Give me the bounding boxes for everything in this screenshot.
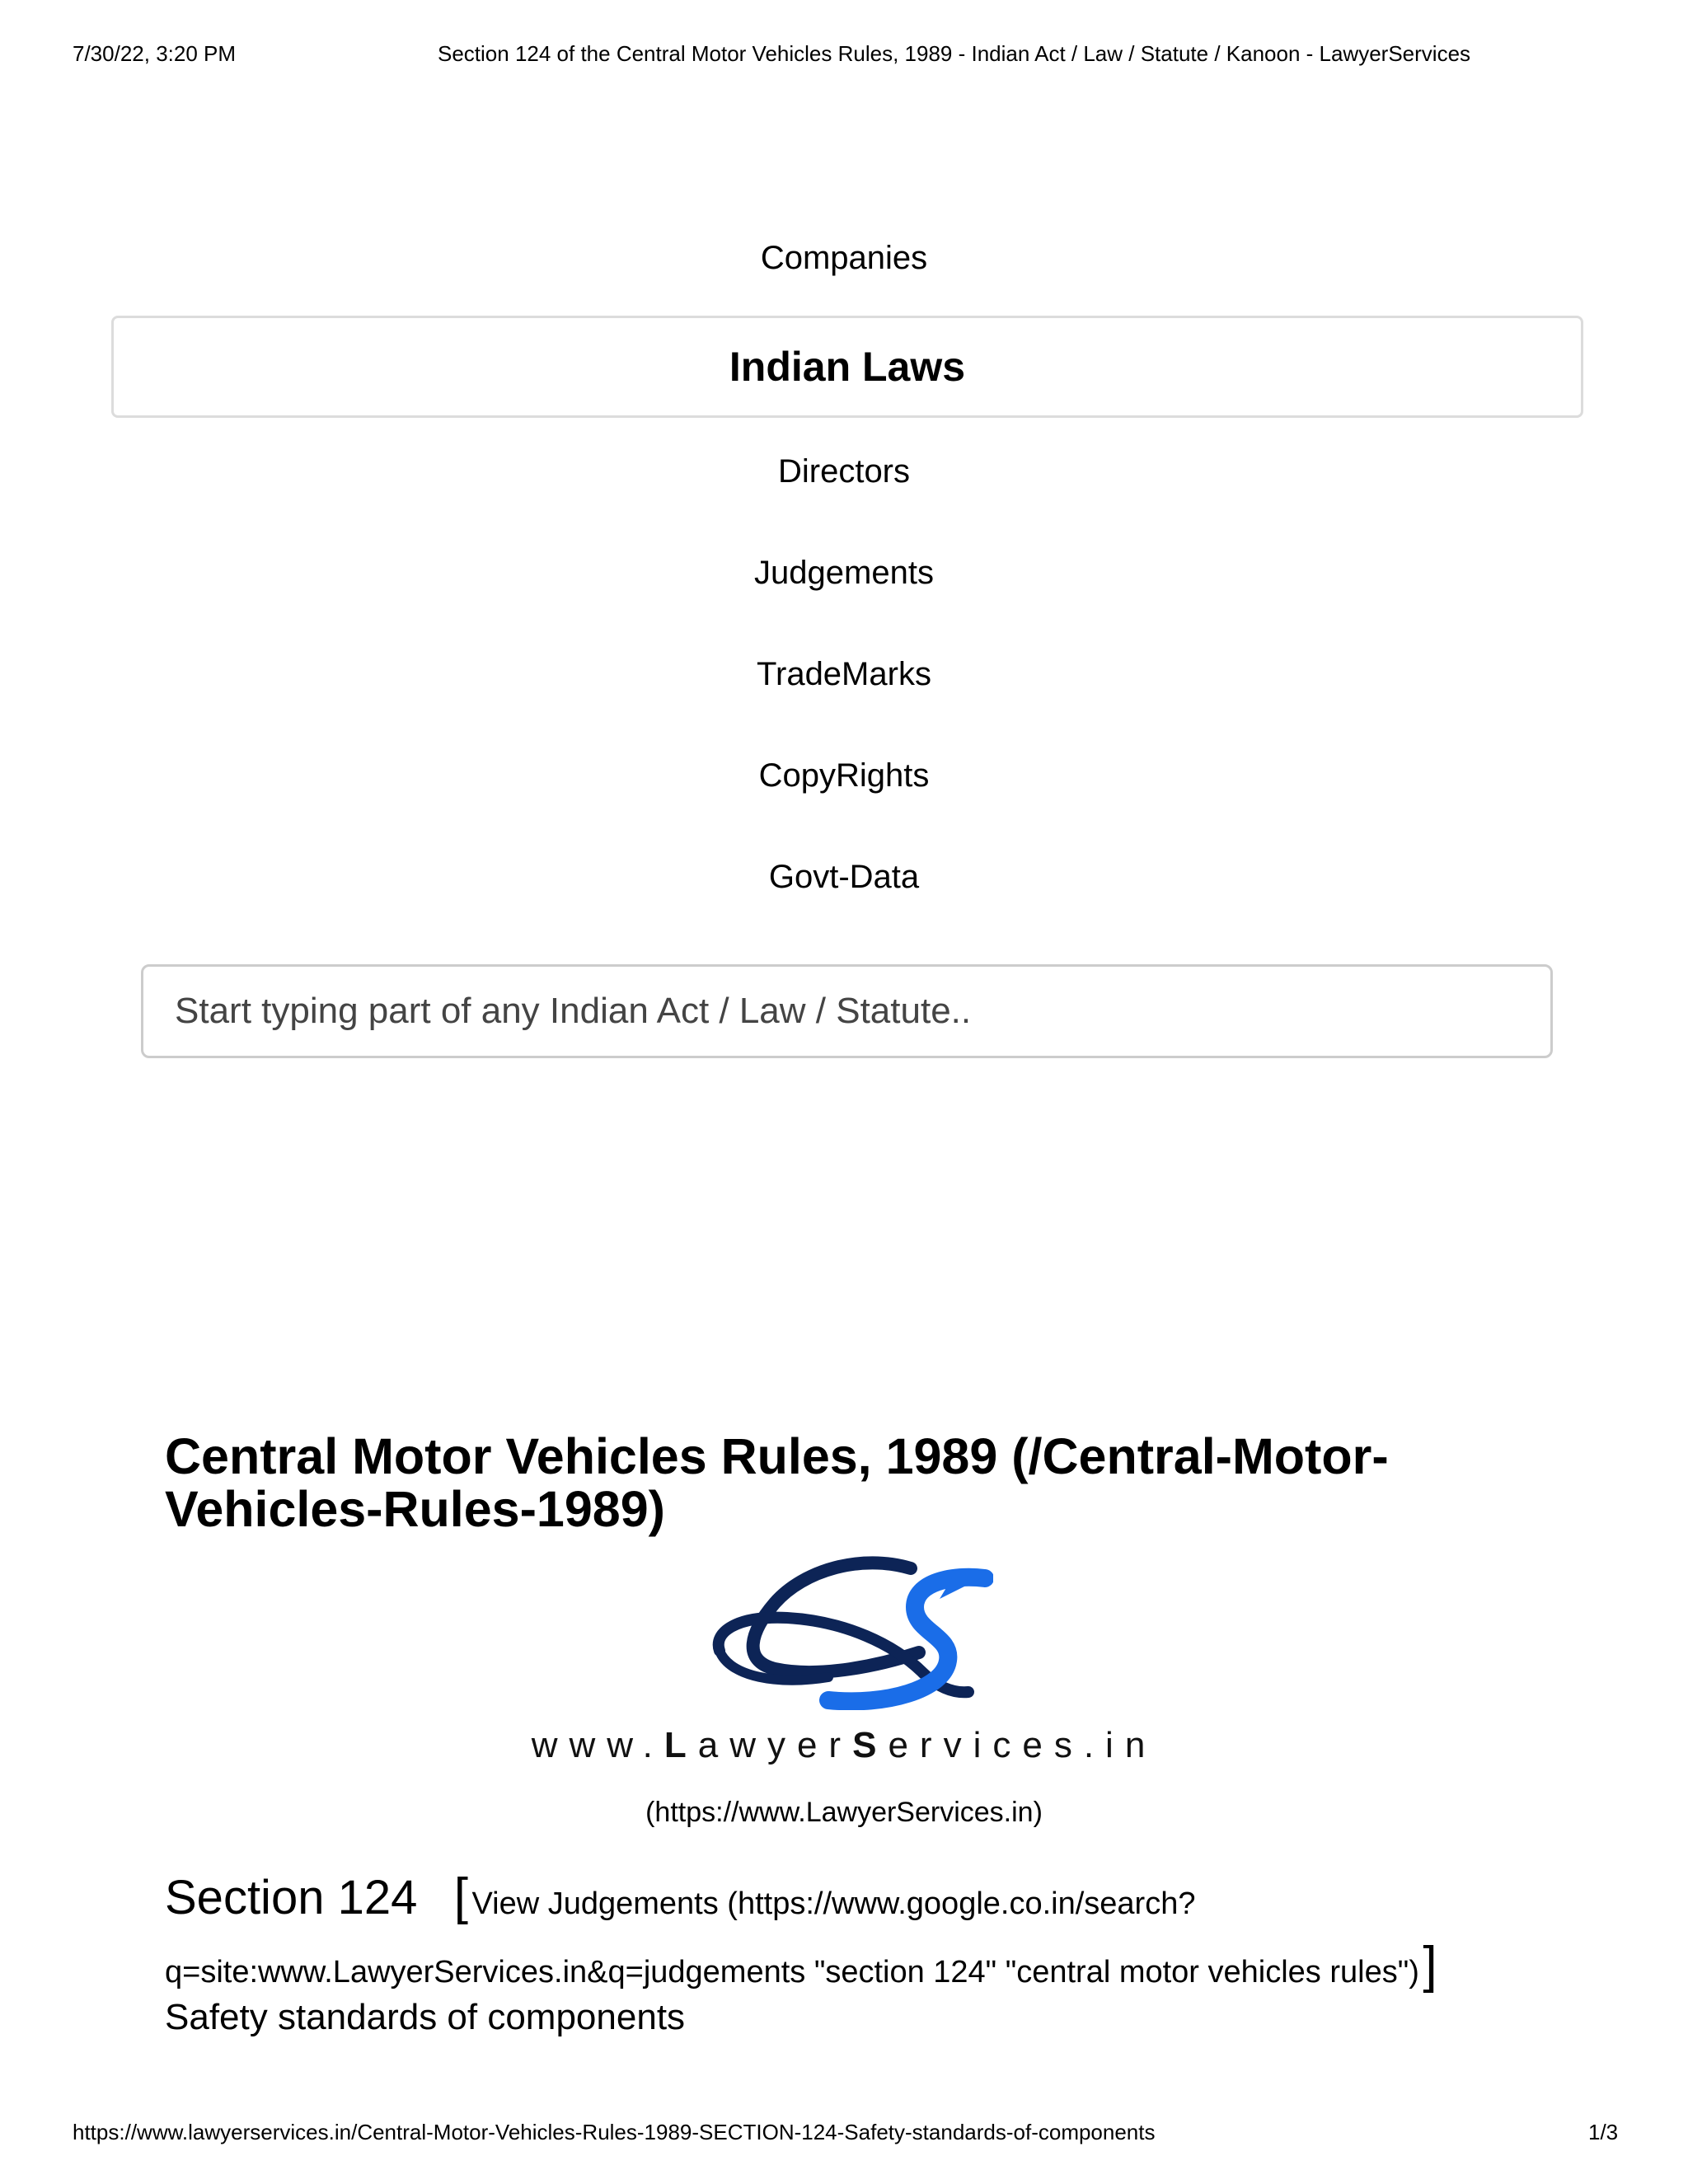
logo-url-link[interactable]: (https://www.LawyerServices.in): [645, 1797, 1043, 1828]
print-date: 7/30/22, 3:20 PM: [73, 41, 237, 66]
view-judgements-link-line1[interactable]: View Judgements (https://www.google.co.in/search?: [471, 1886, 1196, 1921]
logo-wordmark[interactable]: [0, 1725, 1688, 1766]
section-number: Section 124: [165, 1871, 418, 1924]
nav-item-copyrights[interactable]: CopyRights: [758, 757, 930, 794]
nav-item-directors[interactable]: Directors: [777, 453, 911, 490]
section-subtitle: Safety standards of components: [165, 1997, 686, 2037]
nav-item-govt-data[interactable]: Govt-Data: [768, 859, 920, 895]
nav-item-indian-laws[interactable]: Indian Laws: [111, 316, 1583, 418]
logo-text-s: S: [852, 1725, 889, 1765]
ls-monogram-logo-icon[interactable]: [705, 1554, 993, 1710]
logo-text-l: L: [663, 1725, 698, 1765]
logo-text-mid: awyer: [697, 1725, 853, 1765]
logo-text-suffix: ervices.in: [888, 1725, 1157, 1765]
law-search-input[interactable]: [141, 964, 1553, 1058]
print-page-title: Section 124 of the Central Motor Vehicles Rules, 1989 - Indian Act / Law / Statute / Kanoon - LawyerServices: [438, 41, 1471, 66]
bracket-open: [: [453, 1868, 469, 1925]
print-page-number: 1/3: [1588, 2120, 1619, 2144]
print-footer-url: https://www.lawyerservices.in/Central-Motor-Vehicles-Rules-1989-SECTION-124-Safety-standards-of-components: [73, 2120, 1156, 2144]
section-heading: [165, 1867, 1525, 2004]
act-title-link[interactable]: Central Motor Vehicles Rules, 1989 (/Central-Motor-Vehicles-Rules-1989): [165, 1428, 1389, 1537]
nav-item-companies[interactable]: Companies: [760, 240, 928, 276]
nav-item-judgements[interactable]: Judgements: [754, 555, 934, 591]
nav-item-trademarks[interactable]: TradeMarks: [757, 656, 931, 692]
print-header: [0, 41, 1688, 68]
logo-text-prefix: www.: [531, 1725, 664, 1765]
bracket-close: ]: [1423, 1937, 1437, 1994]
view-judgements-link-line2[interactable]: q=site:www.LawyerServices.in&q=judgements "section 124" "central motor vehicles rules"): [165, 1955, 1419, 1990]
print-footer: [0, 2120, 1688, 2146]
